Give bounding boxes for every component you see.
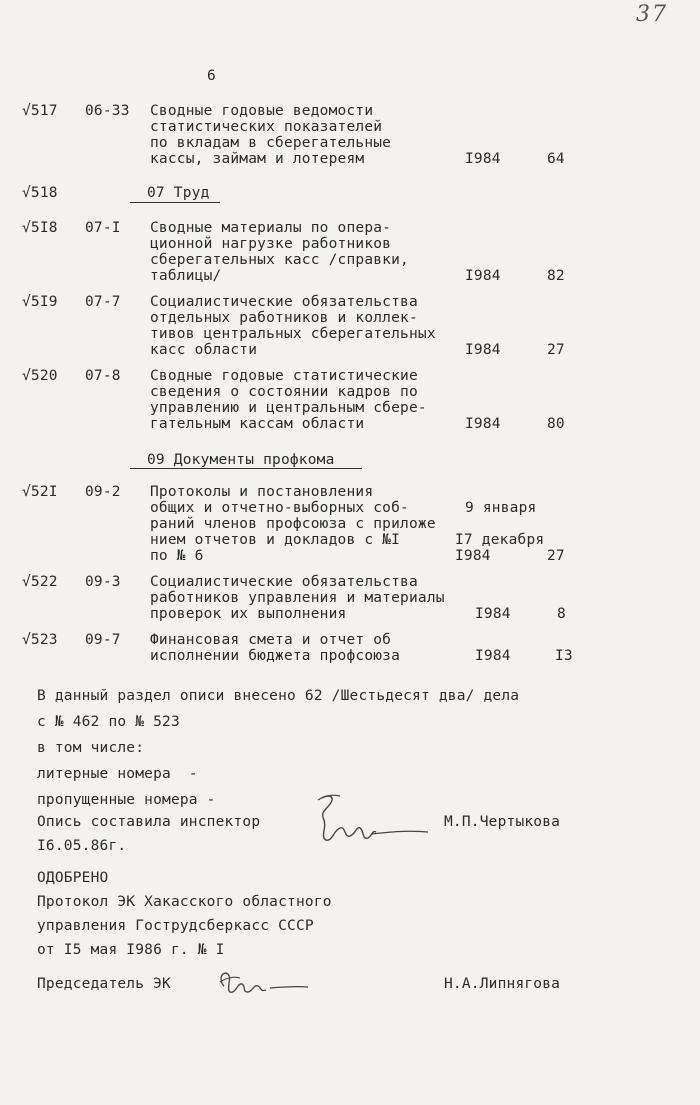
- entry-date: I984: [465, 268, 501, 284]
- entry-sheets: 82: [547, 268, 565, 284]
- entry-index: 06-33: [85, 103, 130, 119]
- approval-heading: ОДОБРЕНО: [37, 870, 109, 886]
- entry-mark: √523: [22, 632, 58, 648]
- approval-line: управления Гострудсберкасс СССР: [37, 918, 314, 934]
- entry-index: 09-3: [85, 574, 121, 590]
- entry-mark: √520: [22, 368, 58, 384]
- compiled-date: I6.05.86г.: [37, 838, 127, 854]
- entry-title-line: Сводные годовые ведомости: [150, 103, 374, 119]
- entry-sheets: 80: [547, 416, 565, 432]
- entry-index: 09-2: [85, 484, 121, 500]
- compiled-by-label: Опись составила инспектор: [37, 814, 261, 830]
- entry-index: 09-7: [85, 632, 121, 648]
- entry-title-line: Сводные годовые статистические: [150, 368, 418, 384]
- entry-title-line: исполнении бюджета профсоюза: [150, 648, 401, 664]
- entry-sheets: 64: [547, 151, 565, 167]
- entry-sheets: 27: [547, 548, 565, 564]
- entry-title-line: Социалистические обязательства: [150, 294, 418, 310]
- entry-date: I984: [465, 416, 501, 432]
- entry-title-line: нием отчетов и докладов с №I: [150, 532, 401, 548]
- entry-title-line: общих и отчетно-выборных соб-: [150, 500, 409, 516]
- entry-mark: √52I: [22, 484, 58, 500]
- missing-numbers: пропущенные номера -: [37, 792, 216, 808]
- compiler-signature: [300, 790, 435, 850]
- entry-date-start: 9 января: [465, 500, 537, 516]
- section-underline: [130, 468, 362, 469]
- entry-title-line: Социалистические обязательства: [150, 574, 418, 590]
- entry-title-line: таблицы/: [150, 268, 222, 284]
- summary-range: с № 462 по № 523: [37, 714, 180, 730]
- entry-index: 07-7: [85, 294, 121, 310]
- section-heading: 07 Труд: [147, 185, 210, 201]
- summary-line: В данный раздел описи внесено 62 /Шестьдесят два/ дела: [37, 688, 520, 704]
- compiler-name: М.П.Чертыкова: [444, 814, 561, 830]
- page-number: 6: [207, 68, 216, 84]
- entry-title-line: ционной нагрузке работников: [150, 236, 392, 252]
- entry-title-line: Сводные материалы по опера-: [150, 220, 392, 236]
- entry-title-line: Протоколы и постановления: [150, 484, 374, 500]
- entry-title-line: тивов центральных сберегательных: [150, 326, 436, 342]
- entry-sheets: 27: [547, 342, 565, 358]
- entry-date: I984: [465, 151, 501, 167]
- entry-mark: √518: [22, 185, 58, 201]
- entry-title-line: раний членов профсоюза с приложе: [150, 516, 436, 532]
- entry-title-line: кассы, займам и лотереям: [150, 151, 365, 167]
- entry-date: I984: [475, 606, 511, 622]
- entry-title-line: работников управления и материалы: [150, 590, 445, 606]
- entry-date-year: I984: [455, 548, 491, 564]
- entry-title-line: сберегательных касс /справки,: [150, 252, 409, 268]
- entry-mark: √5I9: [22, 294, 58, 310]
- entry-mark: √517: [22, 103, 58, 119]
- entry-title-line: отдельных работников и коллек-: [150, 310, 418, 326]
- archive-folio-number: 37: [636, 2, 668, 27]
- entry-sheets: 8: [557, 606, 566, 622]
- chairman-label: Председатель ЭК: [37, 976, 171, 992]
- entry-title-line: касс области: [150, 342, 258, 358]
- entry-title-line: сведения о состоянии кадров по: [150, 384, 418, 400]
- entry-title-line: статистических показателей: [150, 119, 383, 135]
- entry-sheets: I3: [555, 648, 573, 664]
- approval-line: от I5 мая I986 г. № I: [37, 942, 225, 958]
- section-heading: 09 Документы профкома: [147, 452, 335, 468]
- approval-line: Протокол ЭК Хакасского областного: [37, 894, 332, 910]
- entry-mark: √5I8: [22, 220, 58, 236]
- entry-title-line: Финансовая смета и отчет об: [150, 632, 392, 648]
- entry-title-line: управлению и центральным сбере-: [150, 400, 427, 416]
- entry-title-line: по вкладам в сберегательные: [150, 135, 392, 151]
- entry-index: 07-I: [85, 220, 121, 236]
- entry-index: 07-8: [85, 368, 121, 384]
- entry-date: I984: [465, 342, 501, 358]
- chairman-name: Н.А.Липнягова: [444, 976, 561, 992]
- literal-numbers: литерные номера -: [37, 766, 198, 782]
- entry-mark: √522: [22, 574, 58, 590]
- entry-title-line: проверок их выполнения: [150, 606, 347, 622]
- chairman-signature: [208, 962, 318, 1002]
- entry-date-end: I7 декабря: [455, 532, 545, 548]
- entry-title-line: гательным кассам области: [150, 416, 365, 432]
- entry-title-line: по № 6: [150, 548, 204, 564]
- entry-date: I984: [475, 648, 511, 664]
- section-underline: [130, 202, 220, 203]
- summary-including: в том числе:: [37, 740, 145, 756]
